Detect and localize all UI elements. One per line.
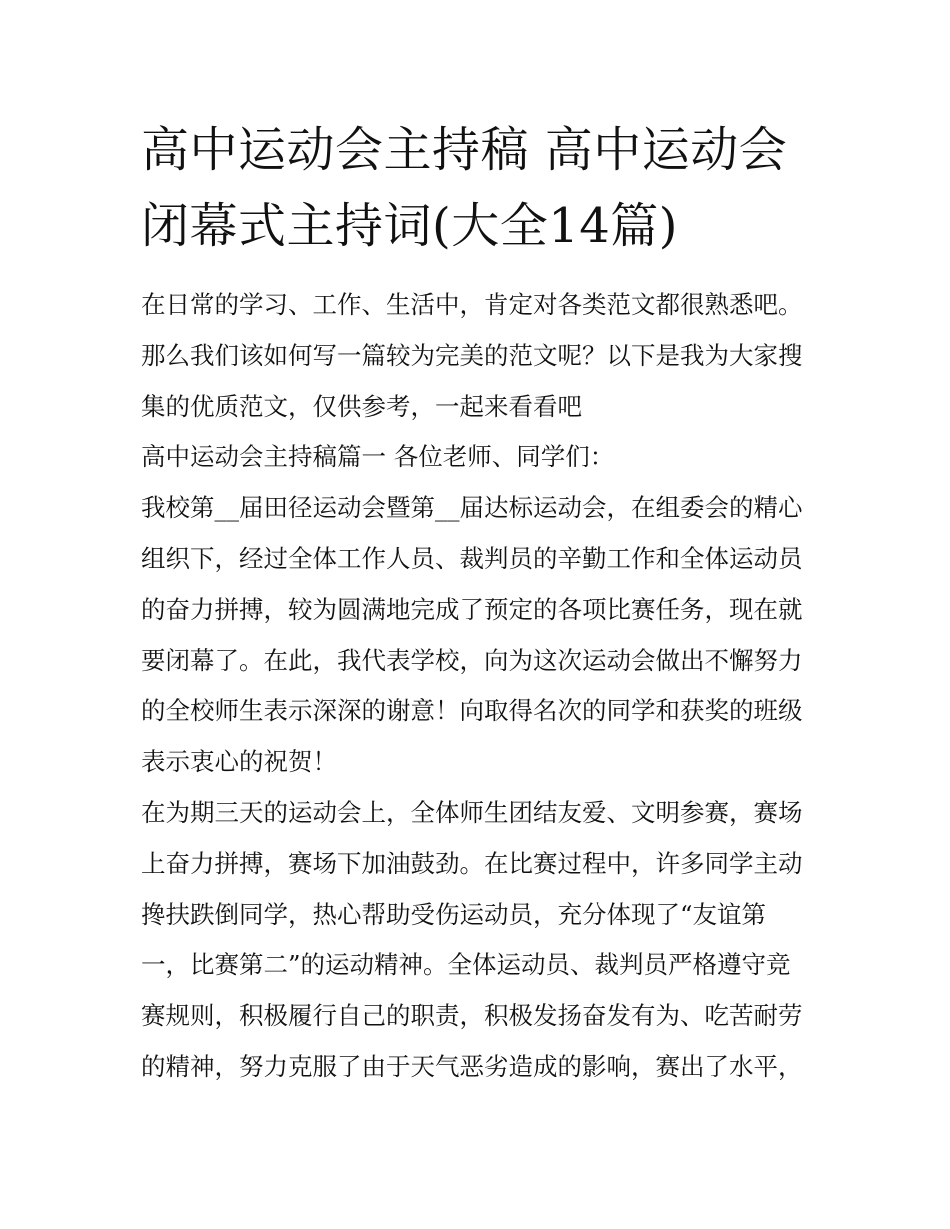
document-page [141, 112, 813, 1093]
body-paragraph: 我校第__届田径运动会暨第__届达标运动会，在组委会的精心组织下，经过全体工作人员、裁判员的辛勤工作和全体运动员的奋力拼搏，较为圆满地完成了预定的各项比赛任务，现在就要闭幕了。在此，我代表学校，向为这次运动会做出不懈努力的全校师生表示深深的谢意！向取得名次的同学和获奖的班级表示衷心的祝贺！ [141, 493, 803, 777]
intro-paragraph: 在日常的学习、工作、生活中，肯定对各类范文都很熟悉吧。那么我们该如何写一篇较为完美的范文呢？以下是我为大家搜集的优质范文，仅供参考，一起来看看吧 [141, 290, 803, 421]
body-paragraph: 在为期三天的运动会上，全体师生团结友爱、文明参赛，赛场上奋力拼搏，赛场下加油鼓劲。在比赛过程中，许多同学主动搀扶跌倒同学，热心帮助受伤运动员，充分体现了“友谊第一，比赛第二”的运动精神。全体运动员、裁判员严格遵守竞赛规则，积极履行自己的职责，积极发扬奋发有为、吃苦耐劳的精神，努力克服了由于天气恶劣造成的影响，赛出了水平， [141, 797, 803, 1081]
section-heading-paragraph: 高中运动会主持稿篇一 各位老师、同学们： [141, 442, 615, 472]
document-title: 高中运动会主持稿 高中运动会闭幕式主持词(大全14篇) [141, 122, 788, 254]
document-body [141, 280, 813, 1093]
